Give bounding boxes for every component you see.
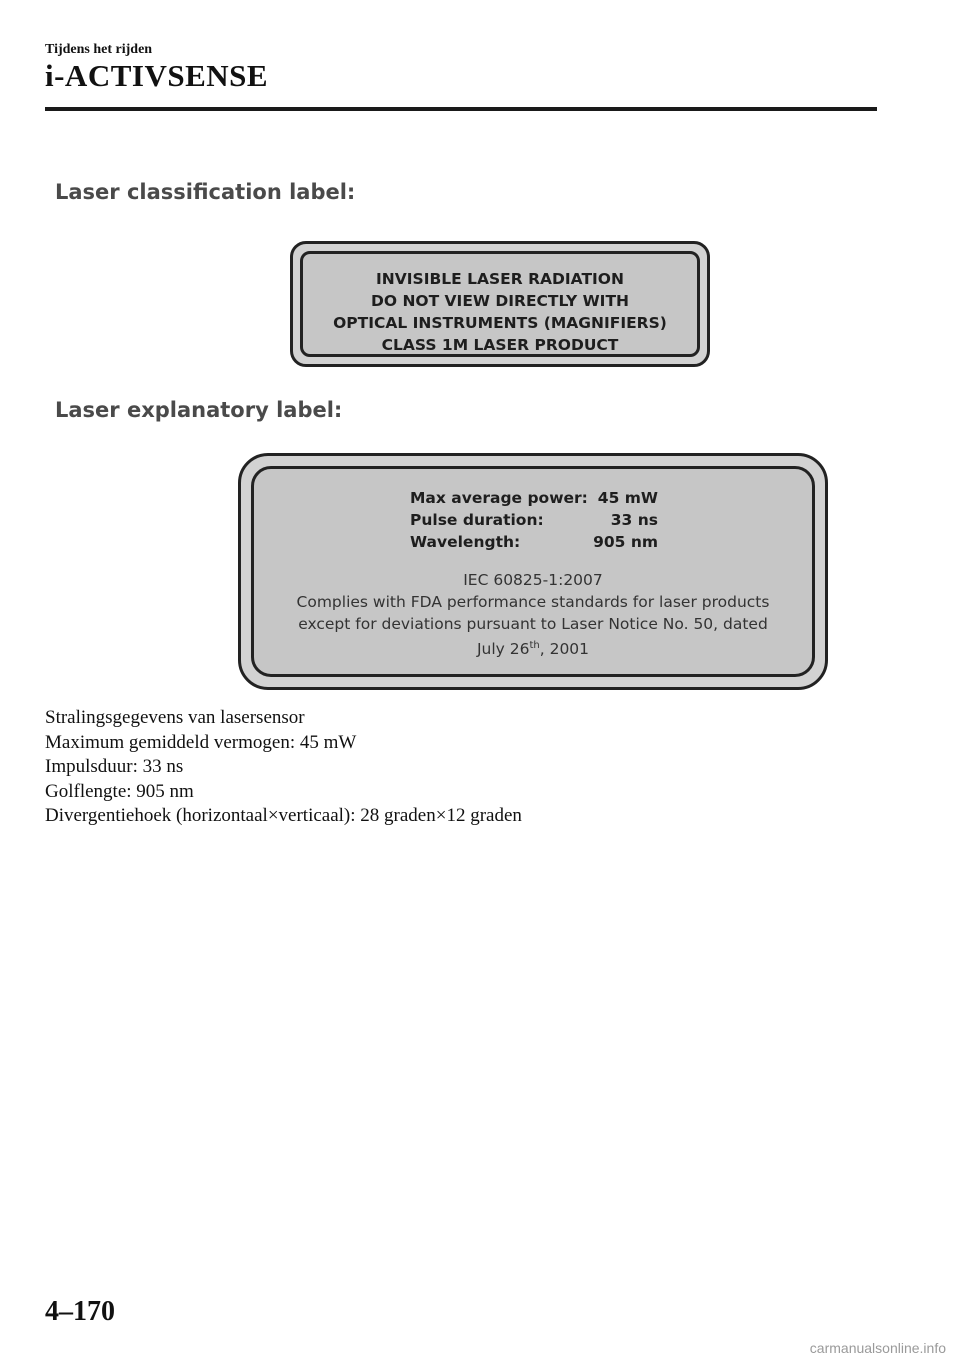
explanatory-caption: Laser explanatory label: (55, 398, 343, 422)
classification-line: DO NOT VIEW DIRECTLY WITH (371, 292, 629, 310)
laser-explanatory-label (238, 453, 828, 690)
classification-label-inner (300, 251, 700, 357)
laser-classification-label (290, 241, 710, 367)
spec-row (410, 509, 658, 531)
body-line: Golflengte: 905 nm (45, 780, 194, 802)
spec-row (410, 531, 658, 553)
classification-line: CLASS 1M LASER PRODUCT (381, 336, 619, 354)
standard-line: IEC 60825-1:2007 (463, 571, 603, 589)
spec-row (410, 487, 658, 509)
explanatory-label-inner (251, 466, 815, 677)
date-suffix: , 2001 (539, 640, 590, 659)
body-text (45, 706, 522, 829)
classification-line: INVISIBLE LASER RADIATION (376, 270, 624, 288)
compliance-line: except for deviations pursuant to Laser Notice No. 50, dated (298, 615, 768, 633)
spec-value: 905 nm (593, 533, 658, 551)
spec-key: Max average power: (410, 489, 588, 507)
date-line (254, 635, 812, 660)
classification-line: OPTICAL INSTRUMENTS (MAGNIFIERS) (333, 314, 667, 332)
spec-value: 33 ns (610, 511, 658, 529)
header-rule (45, 107, 877, 111)
date-prefix: July 26 (476, 640, 530, 659)
body-line: Stralingsgegevens van lasersensor (45, 707, 305, 728)
compliance-line: Complies with FDA performance standards for laser products (296, 593, 770, 611)
spec-key: Wavelength: (410, 533, 521, 551)
body-line: Maximum gemiddeld vermogen: 45 mW (45, 731, 357, 753)
spec-value: 45 mW (597, 489, 658, 507)
section-name: Tijdens het rijden (45, 42, 153, 57)
body-line: Impulsduur: 33 ns (45, 756, 184, 778)
body-line: Divergentiehoek (horizontaal×verticaal): 28 graden×12 graden (45, 805, 522, 827)
classification-label-text (303, 268, 697, 356)
page-title: i-ACTIVSENSE (45, 58, 269, 93)
compliance-text (254, 569, 812, 660)
spec-key: Pulse duration: (410, 511, 544, 529)
page-number: 4–170 (45, 1296, 115, 1327)
date-sup: th (529, 640, 540, 651)
spec-table (410, 487, 658, 553)
watermark: carmanualsonline.info (809, 1340, 946, 1356)
classification-caption: Laser classification label: (55, 180, 356, 204)
